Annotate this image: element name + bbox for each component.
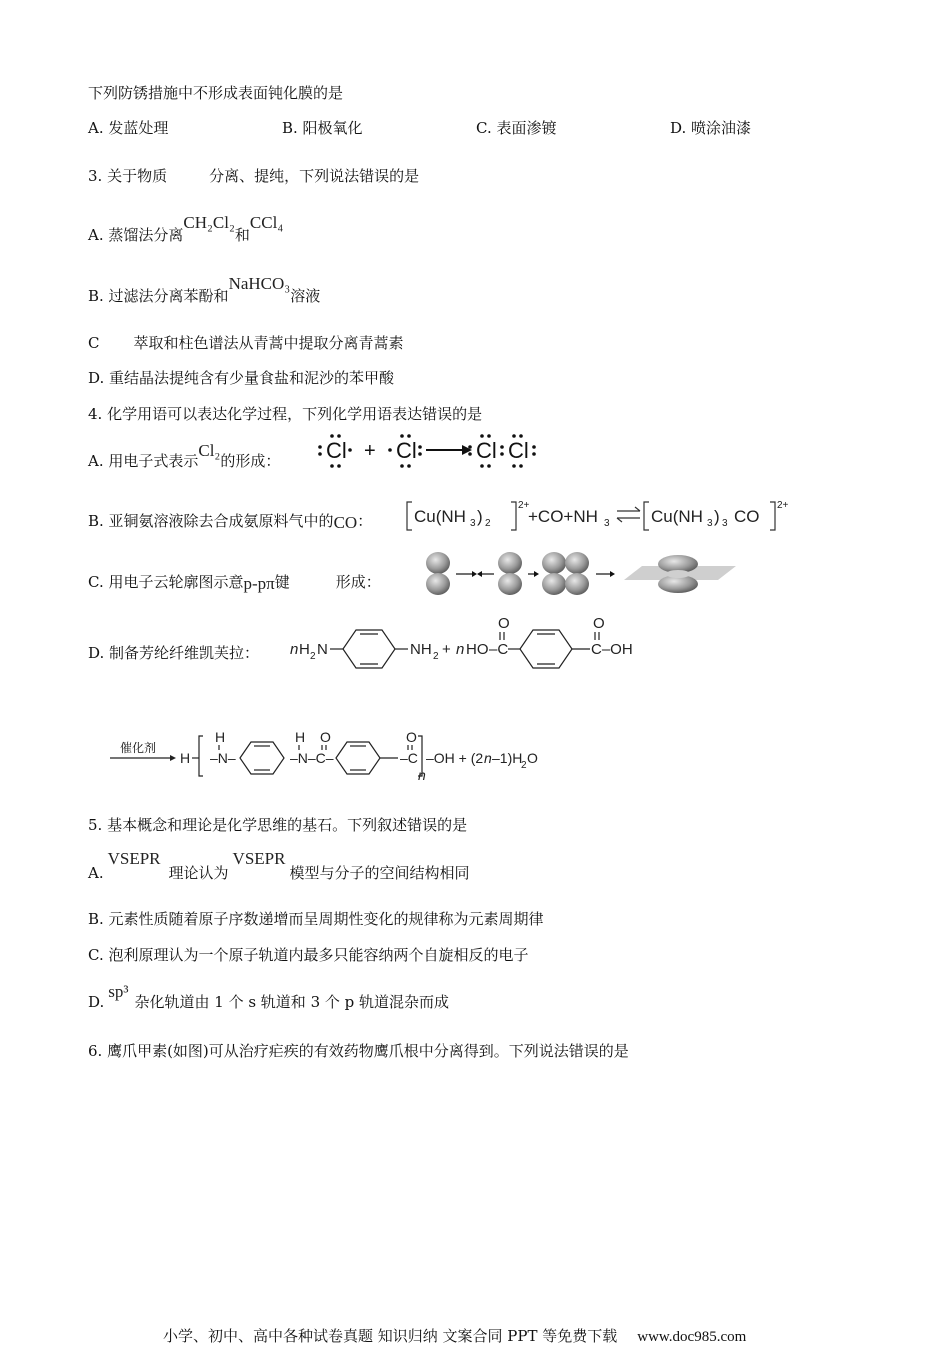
cl2-electron-dot-equation — [312, 430, 542, 470]
svg-text:3: 3 — [470, 518, 476, 529]
svg-text:n: n — [456, 641, 465, 658]
kevlar-reactants-structure — [286, 612, 656, 676]
q3-option-c: C 萃取和柱色谱法从青蒿中提取分离青蒿素 — [88, 334, 404, 352]
svg-text:Cl: Cl — [396, 438, 417, 463]
svg-text:O: O — [320, 729, 331, 745]
svg-text:–C: –C — [489, 641, 509, 658]
formula-p-p-pi: p-pπ — [243, 574, 275, 593]
footer — [163, 1325, 746, 1346]
svg-text:Cl: Cl — [508, 438, 529, 463]
svg-text:+: + — [442, 641, 451, 658]
kevlar-product-structure — [106, 728, 546, 784]
p-p-pi-orbital-diagram — [420, 548, 740, 600]
q6-stem: 6. 鹰爪甲素(如图)可从治疗疟疾的有效药物鹰爪根中分离得到。下列说法错误的是 — [88, 1042, 629, 1060]
q5-stem: 5. 基本概念和理论是化学思维的基石。下列叙述错误的是 — [88, 816, 468, 834]
q2-option-c: C. 表面渗镀 — [476, 119, 557, 137]
formula-cl2: Cl₂ — [198, 441, 221, 460]
term-sp3: sp³ — [108, 982, 129, 1001]
svg-text:+: + — [364, 440, 376, 462]
svg-text:2+: 2+ — [518, 500, 530, 511]
svg-text:HO: HO — [466, 641, 489, 658]
svg-text:H: H — [215, 729, 226, 745]
svg-text:): ) — [714, 507, 720, 526]
svg-text:3: 3 — [722, 518, 728, 529]
formula-co: CO — [333, 513, 358, 532]
q5-option-b: B. 元素性质随着原子序数递增而呈周期性变化的规律称为元素周期律 — [88, 910, 544, 928]
svg-text:3: 3 — [604, 518, 610, 529]
svg-text:2: 2 — [485, 518, 491, 529]
svg-text:N: N — [317, 641, 328, 658]
formula-ccl4: CCl₄ — [249, 213, 284, 232]
q4-option-c: C. 用电子云轮廓图示意p-pπ键 形成： — [88, 573, 381, 593]
q3-option-b: B. 过滤法分离苯酚和NaHCO₃溶液 — [88, 274, 321, 305]
svg-text:Cl: Cl — [326, 438, 347, 463]
q3-option-d: D. 重结晶法提纯含有少量食盐和泥沙的苯甲酸 — [88, 369, 395, 387]
q4-stem: 4. 化学用语可以表达化学过程，下列化学用语表达错误的是 — [88, 405, 483, 423]
svg-text:2: 2 — [433, 651, 439, 662]
svg-text:2+: 2+ — [777, 500, 789, 511]
svg-text:–N–: –N– — [210, 750, 236, 766]
svg-text:n: n — [484, 750, 492, 766]
svg-text:NH: NH — [410, 641, 432, 658]
q5-option-a: A.VSEPR理论认为VSEPR模型与分子的空间结构相同 — [88, 849, 470, 882]
svg-text:–OH + (2: –OH + (2 — [426, 750, 484, 766]
svg-text:2: 2 — [521, 760, 527, 771]
q2-option-a: A. 发蓝处理 — [88, 119, 169, 137]
svg-text:2: 2 — [310, 651, 316, 662]
term-vsepr: VSEPR — [107, 849, 161, 868]
catalyst-label: 催化剂 — [120, 741, 157, 755]
footer-text: 小学、初中、高中各种试卷真题 知识归纳 文案合同 PPT 等免费下载 — [163, 1327, 618, 1345]
q2-option-b: B. 阳极氧化 — [282, 119, 363, 137]
q5-option-c: C. 泡利原理认为一个原子轨道内最多只能容纳两个自旋相反的电子 — [88, 946, 529, 964]
q4-option-b: B. 亚铜氨溶液除去合成氨原料气中的CO： — [88, 512, 373, 532]
svg-text:3: 3 — [707, 518, 713, 529]
footer-url[interactable]: www.doc985.com — [637, 1329, 747, 1345]
svg-text:Cl: Cl — [476, 438, 497, 463]
svg-text:CO: CO — [734, 507, 760, 526]
svg-text:O: O — [498, 615, 510, 632]
svg-text:C–OH: C–OH — [591, 641, 633, 658]
cuprous-ammonia-equation — [404, 494, 794, 534]
q3-option-a: A. 蒸馏法分离CH₂Cl₂和CCl₄ — [88, 213, 284, 244]
svg-text:n: n — [418, 767, 426, 783]
svg-text:O: O — [406, 729, 417, 745]
svg-text:–C: –C — [400, 750, 418, 766]
formula-ch2cl2: CH₂Cl₂ — [183, 213, 235, 232]
q4-option-d: D. 制备芳纶纤维凯芙拉： — [88, 644, 260, 662]
svg-text:–1)H: –1)H — [492, 750, 523, 766]
svg-text:O: O — [527, 750, 538, 766]
formula-nahco3: NaHCO₃ — [228, 274, 291, 293]
term-vsepr: VSEPR — [232, 849, 286, 868]
q3-stem: 3. 关于物质 分离、提纯，下列说法错误的是 — [88, 167, 420, 185]
q2-stem: 下列防锈措施中不形成表面钝化膜的是 — [88, 84, 344, 102]
q4-option-a: A. 用电子式表示Cl₂的形成： — [88, 441, 281, 470]
q5-option-d: D.sp³杂化轨道由 1 个 s 轨道和 3 个 p 轨道混杂而成 — [88, 982, 450, 1011]
svg-text:n: n — [290, 641, 299, 658]
svg-text:+CO+NH: +CO+NH — [528, 507, 598, 526]
svg-text:–N–C–: –N–C– — [290, 750, 334, 766]
svg-text:H: H — [180, 750, 191, 766]
svg-text:H: H — [295, 729, 306, 745]
svg-text:H: H — [299, 641, 310, 658]
svg-text:): ) — [477, 507, 483, 526]
q2-option-d: D. 喷涂油漆 — [670, 119, 752, 137]
svg-text:Cu(NH: Cu(NH — [651, 507, 703, 526]
svg-text:Cu(NH: Cu(NH — [414, 507, 466, 526]
svg-text:O: O — [593, 615, 605, 632]
